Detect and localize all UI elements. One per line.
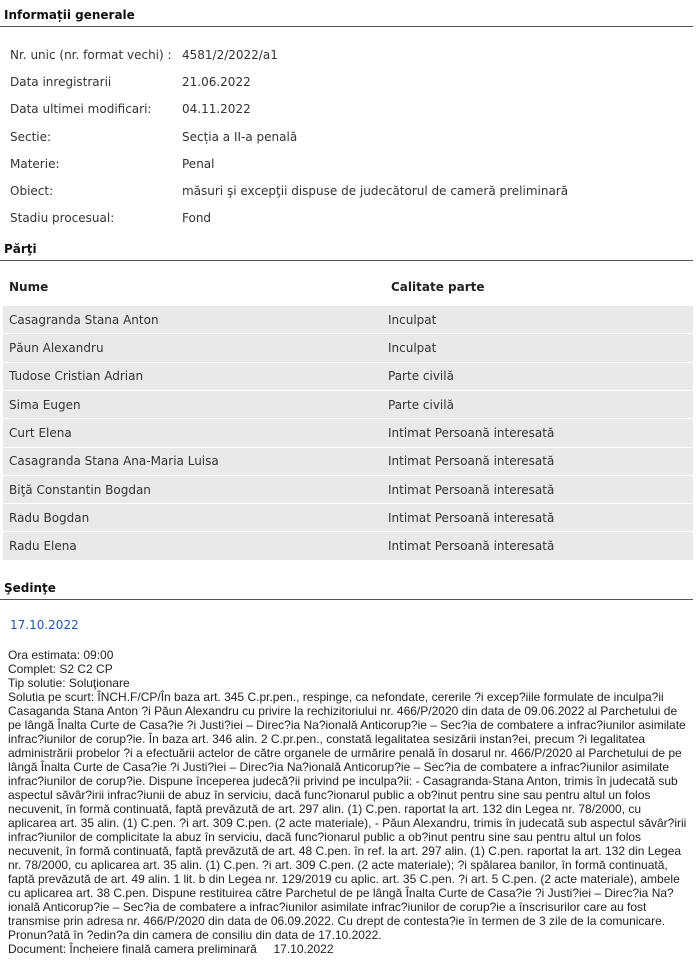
- info-value: Fond: [182, 211, 212, 226]
- info-value: Secția a II-a penală: [182, 129, 298, 144]
- table-row: [3, 419, 693, 447]
- col-header-calitate: Calitate parte: [391, 280, 485, 295]
- party-name: Sima Eugen: [3, 390, 385, 418]
- parti-table: [3, 261, 693, 560]
- party-role: Intimat Persoană interesată: [385, 475, 693, 503]
- party-role: Intimat Persoană interesată: [385, 419, 693, 447]
- party-name: Curt Elena: [3, 419, 385, 447]
- sedinte-title: Şedinţe: [0, 573, 693, 600]
- info-label: Data inregistrarii: [10, 74, 112, 89]
- info-label: Nr. unic (nr. format vechi) :: [10, 47, 172, 62]
- info-row: [0, 41, 700, 68]
- info-row: [0, 177, 700, 204]
- party-name: Biţă Constantin Bogdan: [3, 475, 385, 503]
- party-role: Inculpat: [385, 306, 693, 334]
- party-name: Radu Elena: [3, 532, 385, 560]
- general-info: [0, 27, 700, 234]
- info-label: Stadiu procesual:: [10, 211, 115, 226]
- info-row: [0, 123, 700, 150]
- party-role: Intimat Persoană interesată: [385, 504, 693, 532]
- info-value: Penal: [182, 156, 215, 171]
- party-name: Casagranda Stana Ana-Maria Luisa: [3, 447, 385, 475]
- sedinta-details: [8, 648, 690, 956]
- party-name: Păun Alexandru: [3, 334, 385, 362]
- table-row: [3, 334, 693, 362]
- info-row: [0, 205, 700, 232]
- complet: Complet: S2 C2 CP: [8, 661, 113, 676]
- info-row: [0, 68, 700, 95]
- document-label: Document: Încheiere finală camera preliminară: [8, 941, 257, 956]
- info-label: Obiect:: [10, 184, 54, 199]
- table-row: [3, 362, 693, 390]
- document-date: 17.10.2022: [273, 941, 334, 956]
- table-row: [3, 504, 693, 532]
- info-label: Materie:: [10, 156, 60, 171]
- info-label: Sectie:: [10, 129, 52, 144]
- col-header-nume: Nume: [9, 280, 49, 295]
- tip-solutie: Tip solutie: Soluţionare: [8, 675, 130, 690]
- info-value: măsuri şi excepţii dispuse de judecătorul de cameră preliminară: [182, 184, 569, 199]
- party-name: Casagranda Stana Anton: [3, 306, 385, 334]
- party-role: Intimat Persoană interesată: [385, 447, 693, 475]
- sedinta-date: 17.10.2022: [10, 617, 79, 632]
- document-line: [8, 942, 690, 956]
- table-row: [3, 475, 693, 503]
- solutie-text: Solutia pe scurt: ÎNCH.F/CP/În baza art. 345 C.pr.pen., respinge, ca nefondate, cererile ?i excep?iile formulate de inculpa?ii Casaganda Stana Anton ?i Păun Alexandru cu privire la rechizitoriului nr. 466/P/2020 din data de 09.06.2022 al Parchetului de pe lângă Înalta Curte de Casa?ie ?i Justi?iei – Direc?ia Na?ională Anticorup?ie – Sec?ia de combatere a infrac?iunilor asimilate infrac?iunilor de corup?ie. În baza art. 346 alin. 2 C.pr.pen., constată legalitatea sesizării instan?ei, precum ?i legalitatea administrării probelor ?i a efectuării actelor de către organele de urmărire penală în dosarul nr. 466/P/2020 al Parchetului de pe lângă Înalta Curte de Casa?ie ?i Justi?iei – Direc?ia Na?ională Anticorup?ie – Sec?ia de combatere a infrac?iunilor asimilate infrac?iunilor de corup?ie. Dispune începerea judecă?ii privind pe inculpa?ii: - Casagranda-Stana Anton, trimis în judecată sub aspectul săvâr?irii infrac?iunii de abuz în serviciu, dacă func?ionarul public a ob?inut pentru sine sau pentru altul un folos necuvenit, în formă continuată, faptă prevăzută de art. 297 alin. (1) C.pen. raportat la art. 132 din Legea nr. 78/2000, cu aplicarea art. 35 alin. (1) C.pen. ?i art. 309 C.pen. (2 acte materiale), - Păun Alexandru, trimis în judecată sub aspectul săvâr?irii infrac?iunilor de complicitate la abuz în serviciu, dacă func?ionarul public a ob?inut pentru sine sau pentru altul un folos necuvenit, în formă continuată, faptă prevăzută de art. 48 C.pen. în ref. la art. 297 alin. (1) C.pen. raportat la art. 132 din Legea nr. 78/2000, cu aplicarea art. 35 alin. (1) C.pen. ?i art. 309 C.pen. (2 acte materiale); ?i spălarea banilor, în formă continuată, faptă prevăzută de art. 49 alin. 1 lit. b din Legea nr. 129/2019 cu aplic. art. 35 C.pen. ?i art. 5 C.pen. (2 acte materiale), ambele cu aplicarea art. 38 C.pen. Dispune restituirea către Parchetul de pe lângă Înalta Curte de Casa?ie ?i Justi?iei – Direc?ia Na?ională Anticorup?ie – Sec?ia de combatere a infrac?iunilor asimilate infrac?iunilor de corup?ie a înscrisurilor care au fost transmise prin adresa nr. 466/P/2020 din data de 06.09.2022. Cu drept de contesta?ie în termen de 3 zile de la comunicare. Pronun?ată în ?edin?a din camera de consiliu din data de 17.10.2022.: [8, 689, 687, 942]
- party-role: Inculpat: [385, 334, 693, 362]
- table-row: [3, 447, 693, 475]
- party-role: Parte civilă: [385, 390, 693, 418]
- info-label: Data ultimei modificari:: [10, 102, 152, 117]
- info-row: [0, 150, 700, 177]
- party-name: Tudose Cristian Adrian: [3, 362, 385, 390]
- info-value: 4581/2/2022/a1: [182, 47, 278, 62]
- parti-title: Părţi: [0, 234, 693, 261]
- parti-section: [0, 234, 700, 560]
- table-row: [3, 390, 693, 418]
- sedinte-section: [0, 573, 700, 956]
- sedinta-entry: [0, 600, 700, 956]
- general-section: [0, 0, 700, 234]
- table-row: [3, 532, 693, 560]
- info-value: 04.11.2022: [182, 102, 251, 117]
- info-value: 21.06.2022: [182, 74, 251, 89]
- info-row: [0, 96, 700, 123]
- party-name: Radu Bogdan: [3, 504, 385, 532]
- general-title: Informații generale: [0, 0, 693, 27]
- ora-estimata: Ora estimata: 09:00: [8, 647, 114, 662]
- parti-header-row: [3, 261, 693, 306]
- party-role: Parte civilă: [385, 362, 693, 390]
- party-role: Intimat Persoană interesată: [385, 532, 693, 560]
- table-row: [3, 306, 693, 334]
